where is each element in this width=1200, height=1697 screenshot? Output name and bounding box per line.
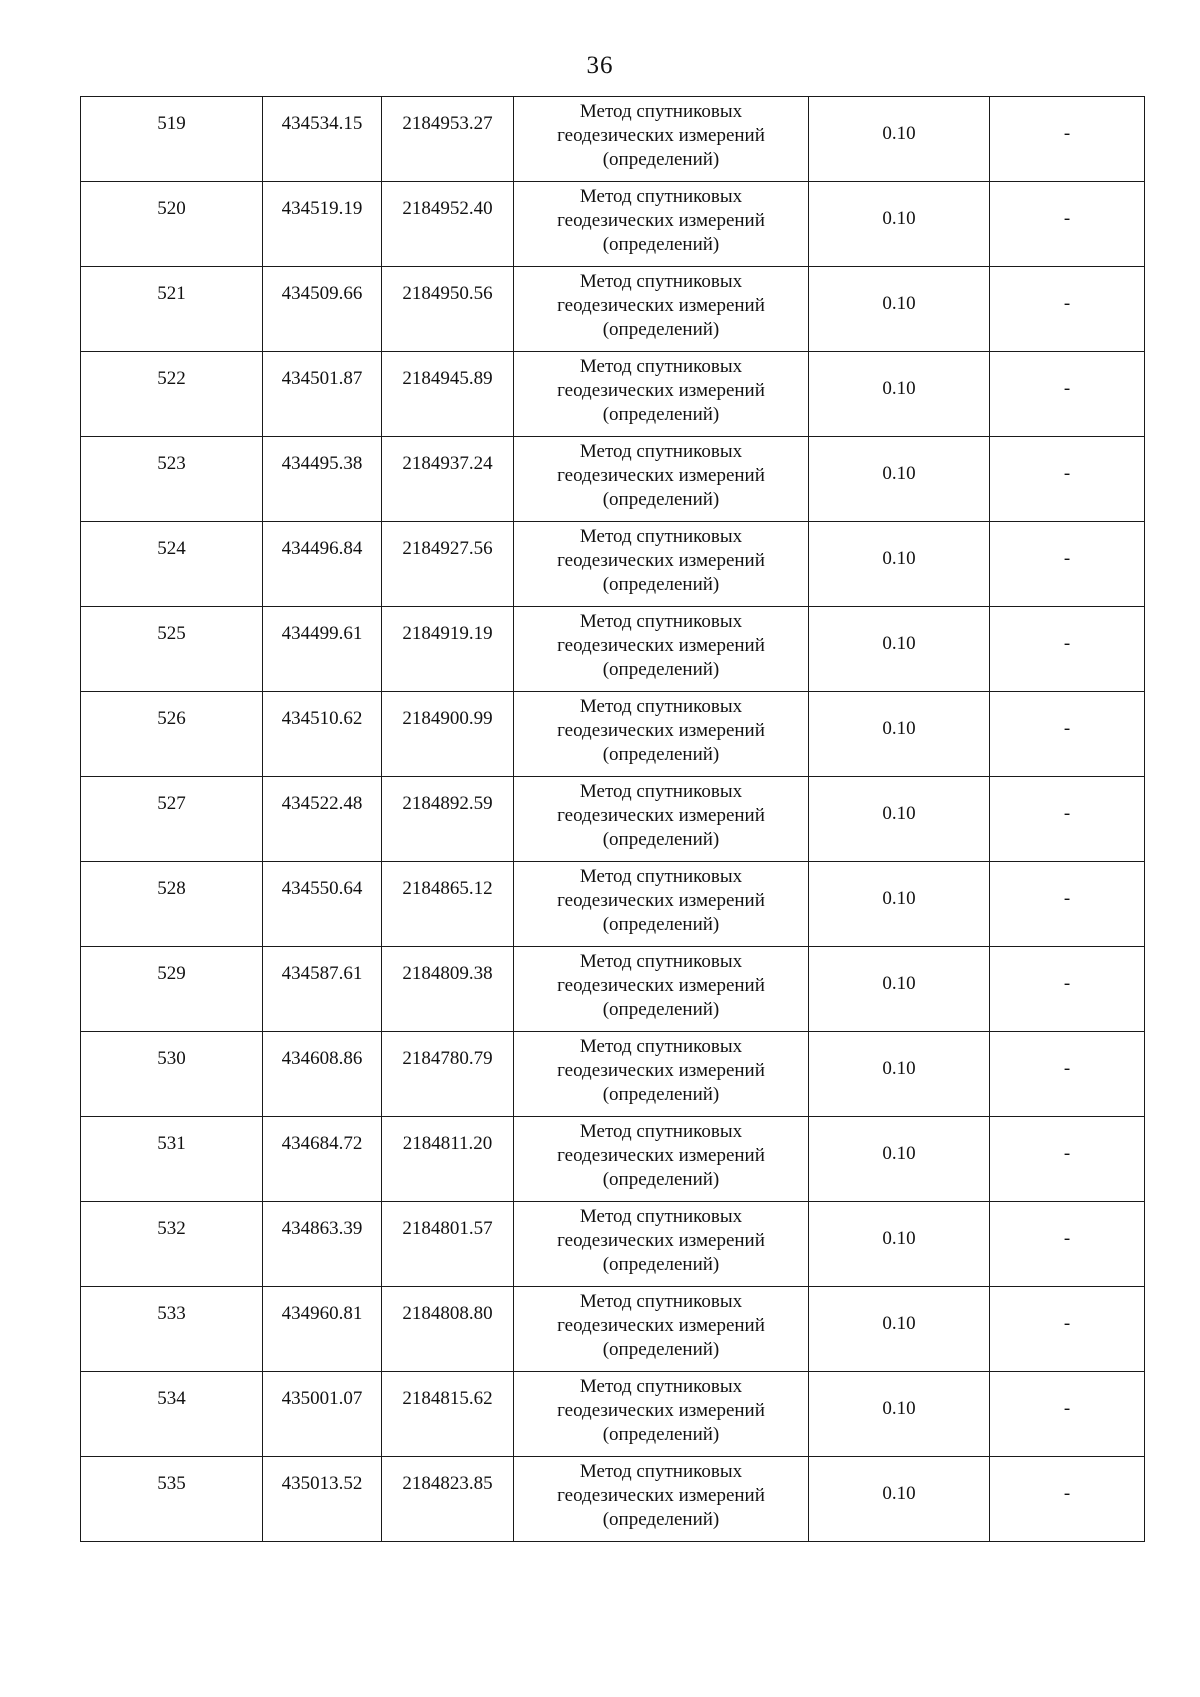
accuracy-value: 0.10	[882, 123, 916, 144]
method-line: (определений)	[602, 829, 720, 850]
table-row	[81, 862, 1145, 947]
accuracy-cell	[809, 1202, 990, 1287]
point-number-cell	[81, 522, 263, 607]
method-line: Метод спутниковых	[579, 186, 743, 207]
x-coordinate-value: 434495.38	[281, 453, 363, 474]
point-number-cell	[81, 692, 263, 777]
point-number-cell	[81, 182, 263, 267]
method-line: Метод спутниковых	[579, 271, 743, 292]
method-line: Метод спутниковых	[579, 526, 743, 547]
table-row	[81, 947, 1145, 1032]
method-line: (определений)	[602, 489, 720, 510]
note-cell	[990, 522, 1145, 607]
method-text	[514, 1117, 808, 1192]
x-coordinate-value: 434522.48	[281, 793, 363, 814]
method-line: Метод спутниковых	[579, 1121, 743, 1142]
y-coordinate-value: 2184919.19	[402, 623, 493, 644]
x-coordinate-cell	[263, 692, 382, 777]
point-number-value: 523	[157, 453, 186, 474]
accuracy-value: 0.10	[882, 633, 916, 654]
note-cell	[990, 947, 1145, 1032]
method-text	[514, 1287, 808, 1362]
table-row	[81, 1457, 1145, 1542]
x-coordinate-value: 434863.39	[281, 1218, 363, 1239]
note-cell	[990, 607, 1145, 692]
coordinates-table-body	[81, 97, 1145, 1542]
y-coordinate-value: 2184808.80	[402, 1303, 493, 1324]
table-row	[81, 437, 1145, 522]
note-cell	[990, 777, 1145, 862]
accuracy-cell	[809, 437, 990, 522]
note-cell	[990, 352, 1145, 437]
method-line: Метод спутниковых	[579, 1461, 743, 1482]
table-row	[81, 522, 1145, 607]
accuracy-value: 0.10	[882, 803, 916, 824]
table-row	[81, 607, 1145, 692]
x-coordinate-cell	[263, 97, 382, 182]
accuracy-cell	[809, 522, 990, 607]
note-value: -	[1063, 463, 1071, 484]
note-value: -	[1063, 1483, 1071, 1504]
accuracy-value: 0.10	[882, 463, 916, 484]
x-coordinate-cell	[263, 1202, 382, 1287]
method-cell	[514, 437, 809, 522]
method-cell	[514, 522, 809, 607]
method-line: (определений)	[602, 574, 720, 595]
accuracy-value: 0.10	[882, 548, 916, 569]
method-line: геодезических измерений	[557, 805, 765, 826]
x-coordinate-value: 434509.66	[281, 283, 363, 304]
method-cell	[514, 182, 809, 267]
note-cell	[990, 437, 1145, 522]
table-row	[81, 267, 1145, 352]
coordinates-table	[80, 96, 1145, 1542]
point-number-cell	[81, 352, 263, 437]
accuracy-cell	[809, 182, 990, 267]
point-number-value: 531	[157, 1133, 186, 1154]
x-coordinate-value: 435001.07	[281, 1388, 363, 1409]
method-line: геодезических измерений	[557, 210, 765, 231]
accuracy-value: 0.10	[882, 1058, 916, 1079]
point-number-cell	[81, 607, 263, 692]
method-line: Метод спутниковых	[579, 1206, 743, 1227]
point-number-value: 525	[157, 623, 186, 644]
method-line: (определений)	[602, 234, 720, 255]
y-coordinate-cell	[382, 777, 514, 862]
table-row	[81, 1117, 1145, 1202]
method-line: геодезических измерений	[557, 635, 765, 656]
method-line: (определений)	[602, 319, 720, 340]
method-text	[514, 182, 808, 257]
note-cell	[990, 1202, 1145, 1287]
y-coordinate-cell	[382, 522, 514, 607]
x-coordinate-cell	[263, 1287, 382, 1372]
point-number-value: 524	[157, 538, 186, 559]
method-line: (определений)	[602, 404, 720, 425]
y-coordinate-cell	[382, 1372, 514, 1457]
x-coordinate-value: 434587.61	[281, 963, 363, 984]
method-text	[514, 267, 808, 342]
note-value: -	[1063, 803, 1071, 824]
method-line: (определений)	[602, 914, 720, 935]
method-line: геодезических измерений	[557, 1060, 765, 1081]
method-line: геодезических измерений	[557, 890, 765, 911]
y-coordinate-value: 2184945.89	[402, 368, 493, 389]
method-line: (определений)	[602, 1084, 720, 1105]
accuracy-cell	[809, 1287, 990, 1372]
point-number-value: 519	[157, 113, 186, 134]
accuracy-value: 0.10	[882, 1228, 916, 1249]
accuracy-cell	[809, 1032, 990, 1117]
method-line: (определений)	[602, 1339, 720, 1360]
point-number-cell	[81, 1372, 263, 1457]
method-text	[514, 692, 808, 767]
x-coordinate-value: 434608.86	[281, 1048, 363, 1069]
table-row	[81, 1287, 1145, 1372]
point-number-cell	[81, 1032, 263, 1117]
note-cell	[990, 97, 1145, 182]
method-line: (определений)	[602, 1424, 720, 1445]
accuracy-value: 0.10	[882, 378, 916, 399]
x-coordinate-cell	[263, 1117, 382, 1202]
method-cell	[514, 1032, 809, 1117]
note-value: -	[1063, 1398, 1071, 1419]
y-coordinate-cell	[382, 607, 514, 692]
note-value: -	[1063, 378, 1071, 399]
point-number-value: 527	[157, 793, 186, 814]
method-cell	[514, 692, 809, 777]
y-coordinate-value: 2184927.56	[402, 538, 493, 559]
y-coordinate-cell	[382, 1287, 514, 1372]
note-value: -	[1063, 1058, 1071, 1079]
y-coordinate-value: 2184953.27	[402, 113, 493, 134]
note-value: -	[1063, 548, 1071, 569]
table-row	[81, 97, 1145, 182]
method-line: Метод спутниковых	[579, 1291, 743, 1312]
method-cell	[514, 862, 809, 947]
accuracy-value: 0.10	[882, 1313, 916, 1334]
x-coordinate-cell	[263, 182, 382, 267]
note-cell	[990, 1117, 1145, 1202]
accuracy-cell	[809, 947, 990, 1032]
method-line: Метод спутниковых	[579, 356, 743, 377]
method-cell	[514, 1372, 809, 1457]
method-cell	[514, 1287, 809, 1372]
point-number-value: 521	[157, 283, 186, 304]
y-coordinate-cell	[382, 352, 514, 437]
method-text	[514, 1457, 808, 1532]
point-number-value: 533	[157, 1303, 186, 1324]
method-text	[514, 1032, 808, 1107]
y-coordinate-cell	[382, 97, 514, 182]
method-text	[514, 1202, 808, 1277]
x-coordinate-cell	[263, 1372, 382, 1457]
note-value: -	[1063, 293, 1071, 314]
method-line: Метод спутниковых	[579, 611, 743, 632]
method-text	[514, 947, 808, 1022]
y-coordinate-value: 2184815.62	[402, 1388, 493, 1409]
table-row	[81, 352, 1145, 437]
point-number-cell	[81, 1117, 263, 1202]
y-coordinate-cell	[382, 182, 514, 267]
method-line: Метод спутниковых	[579, 1376, 743, 1397]
x-coordinate-cell	[263, 437, 382, 522]
y-coordinate-cell	[382, 1457, 514, 1542]
method-line: Метод спутниковых	[579, 951, 743, 972]
point-number-cell	[81, 1202, 263, 1287]
y-coordinate-cell	[382, 267, 514, 352]
note-cell	[990, 862, 1145, 947]
method-line: геодезических измерений	[557, 295, 765, 316]
point-number-value: 529	[157, 963, 186, 984]
x-coordinate-value: 434534.15	[281, 113, 363, 134]
x-coordinate-value: 434960.81	[281, 1303, 363, 1324]
method-line: (определений)	[602, 149, 720, 170]
accuracy-cell	[809, 267, 990, 352]
accuracy-value: 0.10	[882, 718, 916, 739]
accuracy-value: 0.10	[882, 1398, 916, 1419]
table-row	[81, 1032, 1145, 1117]
point-number-cell	[81, 97, 263, 182]
method-line: Метод спутниковых	[579, 866, 743, 887]
accuracy-value: 0.10	[882, 293, 916, 314]
method-line: геодезических измерений	[557, 975, 765, 996]
method-text	[514, 522, 808, 597]
method-line: Метод спутниковых	[579, 101, 743, 122]
note-value: -	[1063, 123, 1071, 144]
x-coordinate-cell	[263, 777, 382, 862]
note-value: -	[1063, 718, 1071, 739]
y-coordinate-cell	[382, 947, 514, 1032]
method-cell	[514, 607, 809, 692]
method-line: (определений)	[602, 999, 720, 1020]
method-line: геодезических измерений	[557, 1485, 765, 1506]
x-coordinate-value: 434496.84	[281, 538, 363, 559]
method-cell	[514, 267, 809, 352]
method-text	[514, 777, 808, 852]
method-text	[514, 352, 808, 427]
accuracy-cell	[809, 777, 990, 862]
note-value: -	[1063, 973, 1071, 994]
y-coordinate-value: 2184950.56	[402, 283, 493, 304]
x-coordinate-value: 434519.19	[281, 198, 363, 219]
method-line: геодезических измерений	[557, 1315, 765, 1336]
x-coordinate-cell	[263, 862, 382, 947]
point-number-value: 520	[157, 198, 186, 219]
method-text	[514, 607, 808, 682]
accuracy-cell	[809, 1372, 990, 1457]
x-coordinate-value: 434499.61	[281, 623, 363, 644]
y-coordinate-cell	[382, 1202, 514, 1287]
table-row	[81, 182, 1145, 267]
method-line: Метод спутниковых	[579, 696, 743, 717]
point-number-cell	[81, 777, 263, 862]
y-coordinate-value: 2184900.99	[402, 708, 493, 729]
y-coordinate-cell	[382, 1032, 514, 1117]
method-line: геодезических измерений	[557, 1400, 765, 1421]
method-line: (определений)	[602, 659, 720, 680]
point-number-cell	[81, 862, 263, 947]
table-row	[81, 777, 1145, 862]
note-cell	[990, 1287, 1145, 1372]
method-cell	[514, 777, 809, 862]
method-cell	[514, 1202, 809, 1287]
x-coordinate-cell	[263, 607, 382, 692]
point-number-cell	[81, 437, 263, 522]
table-row	[81, 1202, 1145, 1287]
y-coordinate-value: 2184892.59	[402, 793, 493, 814]
point-number-value: 522	[157, 368, 186, 389]
y-coordinate-value: 2184809.38	[402, 963, 493, 984]
method-line: (определений)	[602, 1509, 720, 1530]
note-cell	[990, 182, 1145, 267]
method-line: геодезических измерений	[557, 1145, 765, 1166]
accuracy-cell	[809, 1457, 990, 1542]
x-coordinate-value: 434501.87	[281, 368, 363, 389]
point-number-value: 532	[157, 1218, 186, 1239]
x-coordinate-cell	[263, 267, 382, 352]
method-line: геодезических измерений	[557, 380, 765, 401]
y-coordinate-cell	[382, 437, 514, 522]
point-number-cell	[81, 1287, 263, 1372]
method-line: геодезических измерений	[557, 125, 765, 146]
x-coordinate-cell	[263, 947, 382, 1032]
x-coordinate-cell	[263, 522, 382, 607]
accuracy-cell	[809, 862, 990, 947]
note-cell	[990, 1372, 1145, 1457]
x-coordinate-cell	[263, 1032, 382, 1117]
accuracy-cell	[809, 97, 990, 182]
note-value: -	[1063, 888, 1071, 909]
accuracy-value: 0.10	[882, 973, 916, 994]
table-row	[81, 1372, 1145, 1457]
note-value: -	[1063, 633, 1071, 654]
method-cell	[514, 352, 809, 437]
accuracy-value: 0.10	[882, 888, 916, 909]
method-text	[514, 437, 808, 512]
y-coordinate-value: 2184865.12	[402, 878, 493, 899]
note-cell	[990, 1032, 1145, 1117]
method-cell	[514, 97, 809, 182]
x-coordinate-value: 434550.64	[281, 878, 363, 899]
x-coordinate-cell	[263, 1457, 382, 1542]
x-coordinate-value: 435013.52	[281, 1473, 363, 1494]
x-coordinate-value: 434684.72	[281, 1133, 363, 1154]
point-number-value: 530	[157, 1048, 186, 1069]
y-coordinate-cell	[382, 692, 514, 777]
point-number-value: 526	[157, 708, 186, 729]
method-cell	[514, 947, 809, 1032]
method-line: Метод спутниковых	[579, 1036, 743, 1057]
method-line: (определений)	[602, 744, 720, 765]
accuracy-value: 0.10	[882, 1143, 916, 1164]
method-line: (определений)	[602, 1254, 720, 1275]
note-value: -	[1063, 1228, 1071, 1249]
point-number-value: 534	[157, 1388, 186, 1409]
note-value: -	[1063, 208, 1071, 229]
note-value: -	[1063, 1313, 1071, 1334]
table-row	[81, 692, 1145, 777]
method-line: (определений)	[602, 1169, 720, 1190]
method-line: геодезических измерений	[557, 465, 765, 486]
point-number-value: 528	[157, 878, 186, 899]
method-line: Метод спутниковых	[579, 781, 743, 802]
point-number-cell	[81, 947, 263, 1032]
x-coordinate-cell	[263, 352, 382, 437]
accuracy-value: 0.10	[882, 1483, 916, 1504]
y-coordinate-value: 2184811.20	[402, 1133, 493, 1154]
note-cell	[990, 1457, 1145, 1542]
note-value: -	[1063, 1143, 1071, 1164]
y-coordinate-value: 2184952.40	[402, 198, 493, 219]
y-coordinate-value: 2184801.57	[402, 1218, 493, 1239]
x-coordinate-value: 434510.62	[281, 708, 363, 729]
method-line: геодезических измерений	[557, 1230, 765, 1251]
accuracy-value: 0.10	[882, 208, 916, 229]
method-text	[514, 97, 808, 172]
method-text	[514, 862, 808, 937]
accuracy-cell	[809, 692, 990, 777]
y-coordinate-value: 2184780.79	[402, 1048, 493, 1069]
method-line: геодезических измерений	[557, 720, 765, 741]
method-cell	[514, 1457, 809, 1542]
point-number-value: 535	[157, 1473, 186, 1494]
method-cell	[514, 1117, 809, 1202]
point-number-cell	[81, 1457, 263, 1542]
accuracy-cell	[809, 1117, 990, 1202]
point-number-cell	[81, 267, 263, 352]
accuracy-cell	[809, 352, 990, 437]
note-cell	[990, 692, 1145, 777]
y-coordinate-cell	[382, 1117, 514, 1202]
method-line: Метод спутниковых	[579, 441, 743, 462]
method-text	[514, 1372, 808, 1447]
method-line: геодезических измерений	[557, 550, 765, 571]
accuracy-cell	[809, 607, 990, 692]
y-coordinate-value: 2184823.85	[402, 1473, 493, 1494]
page-number: 36	[586, 52, 614, 79]
y-coordinate-value: 2184937.24	[402, 453, 493, 474]
note-cell	[990, 267, 1145, 352]
y-coordinate-cell	[382, 862, 514, 947]
